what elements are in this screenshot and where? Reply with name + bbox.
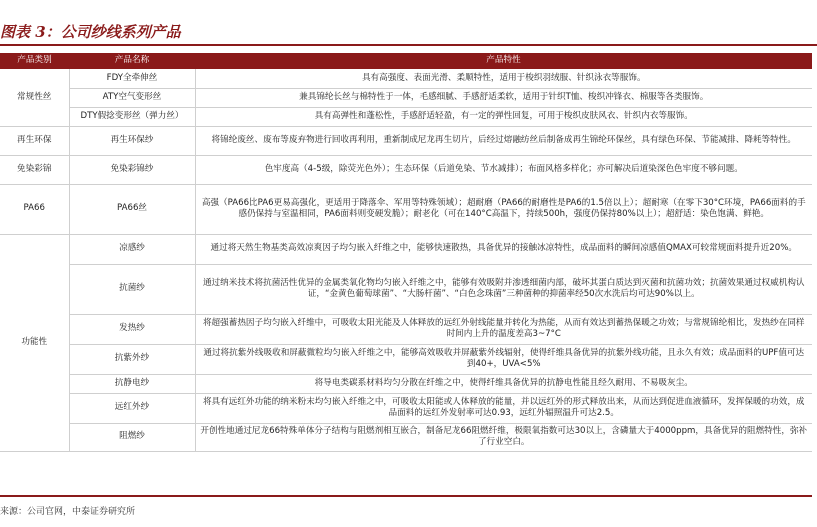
table-row [0, 69, 812, 88]
row-product-name: ATY空气变形丝 [69, 88, 195, 107]
row-feature: 通过将天然生物基类高效凉爽因子均匀嵌入纤维之中，能够快速散热，具备优异的接触冰凉特性，成品面料的瞬间凉感值QMAX可较常规面料提升近20%。 [195, 234, 812, 264]
row-feature: 将导电类碳系材料均匀分散在纤维之中，使得纤维具备优异的抗静电性能且经久耐用、不易吸灰尘。 [195, 374, 812, 393]
row-category: 免染彩锦 [0, 155, 69, 184]
table-row [0, 374, 812, 393]
row-feature: 兼具锦纶长丝与棉特性于一体，毛感细腻、手感舒适柔软，适用于针织T恤、梭织冲锋衣、棉服等各类服饰。 [195, 88, 812, 107]
table-row [0, 126, 812, 155]
row-feature: 通过将抗紫外线吸收和屏蔽微粒均匀嵌入纤维之中，能够高效吸收并屏蔽紫外线辐射，使得纤维具备优异的抗紫外线功能，且永久有效；成品面料的UPF值可达到40+，UVA<5% [195, 344, 812, 374]
row-product-name: 抗紫外纱 [69, 344, 195, 374]
title-divider [0, 44, 817, 46]
row-category: 再生环保 [0, 126, 69, 155]
header-name: 产品名称 [69, 53, 195, 69]
row-feature: 具有高弹性和蓬松性，手感舒适轻盈，有一定的弹性回复，可用于梭织皮肤风衣、针织内衣等服饰。 [195, 107, 812, 126]
row-product-name: 发热纱 [69, 314, 195, 344]
row-product-name: PA66丝 [69, 184, 195, 234]
row-category: PA66 [0, 184, 69, 234]
row-feature: 通过纳米技术将抗菌活性优异的金属类氧化物均匀嵌入纤维之中，能够有效吸附并渗透细菌内部，破坏其蛋白质达到灭菌和抗菌功效；抗菌效果通过权威机构认证，“金黄色葡萄球菌”、“大肠杆菌”、“白色念珠菌”三种菌种的抑菌率经50次水洗后均可达90%以上。 [195, 264, 812, 314]
source-note: 来源：公司官网，中泰证券研究所 [0, 507, 136, 517]
row-product-name: 再生环保纱 [69, 126, 195, 155]
table-row [0, 344, 812, 374]
row-feature: 将超强蓄热因子均匀嵌入纤维中，可吸收太阳光能及人体释放的远红外射线能量并转化为热能，从而有效达到蓄热保暖之功效；与常规锦纶相比，发热纱在同样时间内上升的温度差高3~7°C [195, 314, 812, 344]
row-product-name: 免染彩锦纱 [69, 155, 195, 184]
table-row [0, 155, 812, 184]
row-feature: 将锦纶废丝、废布等废弃物进行回收再利用，重新制成尼龙再生切片，后经过熔融纺丝后制备成再生锦纶环保丝，具有绿色环保、节能减排、降耗等特性。 [195, 126, 812, 155]
table-row [0, 264, 812, 314]
row-product-name: 抗菌纱 [69, 264, 195, 314]
row-category: 功能性 [0, 234, 69, 451]
page-title: 图表 3：公司纱线系列产品 [0, 23, 181, 41]
table-row [0, 314, 812, 344]
row-product-name: 阻燃纱 [69, 423, 195, 451]
table-row [0, 88, 812, 107]
table-body [0, 69, 812, 451]
row-feature: 开创性地通过尼龙66特殊单体分子结构与阻燃剂相互嵌合，制备尼龙66阻燃纤维，极限氧指数可达30以上，含磷量大于4000ppm，具备优异的阻燃特性，弥补了行业空白。 [195, 423, 812, 451]
table-row [0, 393, 812, 423]
table-row [0, 423, 812, 451]
table-row [0, 234, 812, 264]
product-table [0, 53, 812, 452]
table-header-row [0, 53, 812, 69]
header-feature: 产品特性 [195, 53, 812, 69]
row-product-name: DTY假捻变形丝（弹力丝） [69, 107, 195, 126]
table-row [0, 184, 812, 234]
table-row [0, 107, 812, 126]
row-feature: 将具有远红外功能的纳米粉末均匀嵌入纤维之中，可吸收太阳能或人体释放的能量，并以远红外的形式释放出来，从而达到促进血液循环，发挥保暖的功效，成品面料的远红外发射率可达0.93，远红外辐照温升可达2.5。 [195, 393, 812, 423]
row-feature: 高强（PA66比PA6更易高强化，更适用于降落伞、军用等特殊领域）；超耐磨（PA66的耐磨性是PA6的1.5倍以上）；超耐寒（在零下30°C环境，PA66面料的手感仍保持与室温相同，PA6面料则变硬发脆）；耐老化（可在140°C高温下，持续500h，强度仍保持80%以上）；超舒适：染色饱满、鲜艳。 [195, 184, 812, 234]
row-feature: 具有高强度、表面光滑、柔顺特性，适用于梭织羽绒服、针织泳衣等服饰。 [195, 69, 812, 88]
row-product-name: FDY全牵伸丝 [69, 69, 195, 88]
header-category: 产品类别 [0, 53, 69, 69]
row-category: 常规性丝 [0, 69, 69, 126]
bottom-divider [0, 495, 812, 497]
row-feature: 色牢度高（4-5级，除荧光色外）；生态环保（后道免染、节水减排）；布面风格多样化；亦可解决后道染深色色牢度不够问题。 [195, 155, 812, 184]
row-product-name: 凉感纱 [69, 234, 195, 264]
row-product-name: 抗静电纱 [69, 374, 195, 393]
row-product-name: 远红外纱 [69, 393, 195, 423]
